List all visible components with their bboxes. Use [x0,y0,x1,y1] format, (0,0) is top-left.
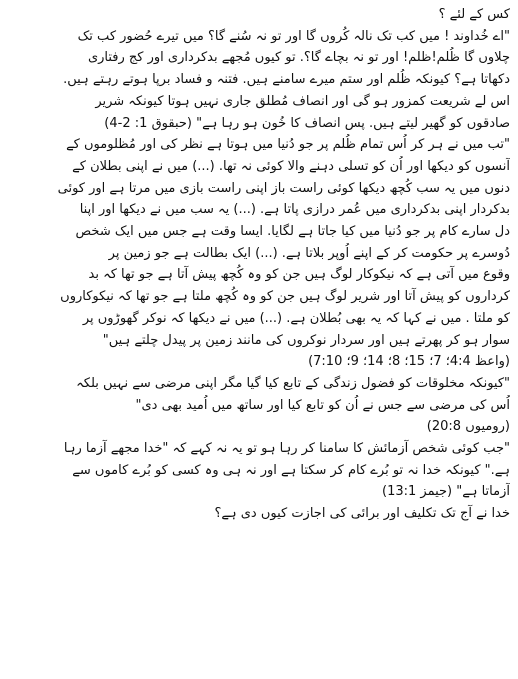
text-line: کو ملتا . میں نے کہا کہ یہ بھی بُطلان ہے. (...) میں نے دیکھا کہ نوکر گھوڑوں پر [82,310,510,326]
text-line: آزماتا ہے" (جیمز 13:1) [381,484,510,500]
text-line: اُس کی مرضی سے جس نے اُن کو تابع کیا اور ساتھ میں اُمید بھی دی" [135,397,510,413]
text-line: سوار ہو کر پھرتے ہیں اور سردار نوکروں کی مانند زمین پر پیدل چلتے ہیں" [102,332,510,348]
closing-question [6,503,510,525]
text-line: وقوع میں آتی ہے کہ نیکوکار لوگ ہیں جن کو وہ کُچھ پیش آتا ہے جو تھا کہ بد [88,267,510,283]
text-line: دُوسرے پر حکومت کر کے اپنے اُوپر بلاتا ہے. (...) ایک بطالت ہے جو زمین پر [108,245,510,261]
text-line: "جب کوئی شخص آزمائش کا سامنا کر رہا ہو تو یہ نہ کہے کہ "خدا مجھے آزما رہا [63,441,510,457]
text-line: کرداروں کو پیش آتا اور شریر لوگ ہیں جن کو وہ کُچھ ملتا ہے جو تھا کہ نیکوکاروں [60,289,510,305]
text-line: بدکردار اپنی بدکرداری میں عُمر درازی پاتا ہے. (...) یہ سب میں نے دیکھا اور اپنا [79,202,510,218]
text-line: "تب میں نے ہر کر اُس تمام ظُلم پر جو دُنیا میں ہوتا ہے نظر کی اور مُظلوموں کے [66,137,510,153]
text-line: خدا نے آج تک تکلیف اور برائی کی اجازت کیوں دی ہے؟ [214,506,510,522]
text-line: اس لے شریعت کمزور ہو گی اور انصاف مُطلق جاری نہیں ہوتا کیونکہ شریر [95,93,510,109]
text-line: دکھاتا ہے؟ کیونکہ ظُلم اور ستم میرے سامنے ہیں. فتنہ و فساد برپا ہوتے رہتے ہیں. [63,72,510,88]
text-line: صادقوں کو گھیر لیتے ہیں. پس انصاف کا خُون ہو رہا ہے" (حبقوق 1: 2-4) [104,115,510,131]
quote-ecclesiastes [6,134,510,373]
reference-line: (رومیوں 20:8) [426,419,510,435]
quote-romans [6,373,510,438]
text-line: آنسوں کو دیکھا اور اُن کو تسلی دہنے والا کوئی نہ تھا. (...) میں نے اپنی بطلان کے [72,158,510,174]
heading-question [6,4,510,26]
text-line: ہے." کیونکہ خدا نہ تو بُرے کام کر سکتا ہے اور نہ ہی وہ کسی کو بُرے کاموں سے [72,462,510,478]
text-line: کس کے لئے ؟ [438,7,510,22]
quote-habakkuk [6,26,510,135]
text-line: "اے خُداوند ! میں کب تک نالہ کُروں گا اور تو نہ سُنے گا؟ میں تیرے حُضور کب تک [77,28,510,44]
reference-line: (واعظ 4:4؛ 7؛ 15؛ 8؛ 14؛ 9؛ 7:10) [308,354,510,370]
text-line: دل سارے کام پر جو دُنیا میں کیا جاتا ہے لگایا. ایسا وقت ہے جس میں ایک شخص [75,224,510,240]
text-line: دنوں میں یہ سب کُچھ دیکھا کوئی راست باز اپنی راست بازی میں مرتا ہے اور کوئی [57,180,510,196]
text-line: "کیونکہ مخلوقات کو فضول زندگی کے تابع کیا گیا مگر اپنی مرضی سے نہیں بلکہ [76,375,510,391]
text-line: چلاوں گا ظُلم!ظلم! اور تو نہ بچاے گا؟. تو کیوں مُجھے بدکرداری اور کج رفتاری [87,50,510,66]
quote-james [6,438,510,503]
